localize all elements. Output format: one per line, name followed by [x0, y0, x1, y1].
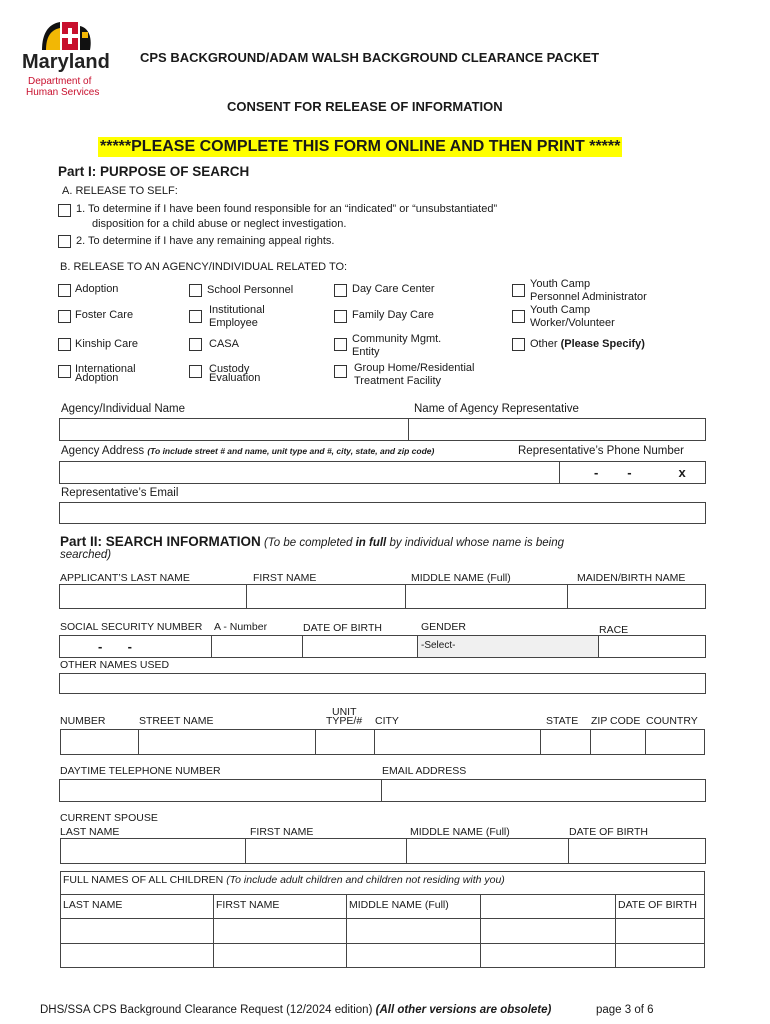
other-specify-text: (Please Specify): [560, 338, 645, 350]
children-row-1: [61, 894, 704, 919]
children-header: [63, 874, 505, 886]
child-dob-label: DATE OF BIRTH: [618, 899, 697, 911]
zip-label: ZIP CODE: [591, 715, 641, 727]
middle-name-label: MIDDLE NAME (Full): [411, 572, 511, 584]
footer: [40, 1004, 551, 1016]
spouse-dob-input[interactable]: [569, 839, 705, 863]
part2-note-a: (To be completed: [260, 537, 356, 549]
child-2-middle[interactable]: [347, 919, 481, 943]
rep-email-label: Representative’s Email: [61, 487, 179, 499]
rep-name-input[interactable]: [409, 419, 705, 440]
maiden-name-input[interactable]: [568, 585, 705, 608]
part2-heading-line: [60, 533, 564, 551]
children-row-3: [61, 944, 704, 967]
maryland-flag-icon: [38, 20, 94, 52]
address-row: [60, 729, 705, 755]
unit-label-2: TYPE/#: [326, 715, 363, 727]
agency-name-label: Agency/Individual Name: [61, 403, 186, 415]
other-checkbox[interactable]: [512, 338, 525, 351]
agency-address-row: [59, 461, 706, 484]
unit-label-1: UNIT: [332, 706, 357, 718]
adoption-label: Adoption: [75, 283, 119, 295]
part2-note-d: searched): [60, 549, 112, 561]
logo-dept-line2: Human Services: [26, 87, 100, 98]
child-middle-label: MIDDLE NAME (Full): [349, 899, 449, 911]
part2-heading: Part II: SEARCH INFORMATION: [60, 534, 261, 549]
gender-label: GENDER: [421, 621, 466, 633]
footer-obsolete: (All other versions are obsolete): [375, 1004, 552, 1016]
kinship-care-checkbox[interactable]: [58, 338, 71, 351]
city-input[interactable]: [375, 730, 541, 754]
street-input[interactable]: [139, 730, 316, 754]
other-names-input[interactable]: [59, 673, 706, 694]
a-number-label: A - Number: [214, 621, 268, 633]
custody-evaluation-label-1: Custody: [209, 363, 250, 375]
phone-input[interactable]: [60, 780, 382, 801]
institutional-label-1: Institutional: [209, 304, 265, 316]
youth-camp-admin-label-2: Personnel Administrator: [530, 291, 647, 303]
child-2-extra[interactable]: [481, 919, 616, 943]
release-self-2-label: 2. To determine if I have any remaining appeal rights.: [76, 235, 335, 247]
ssn-input[interactable]: [60, 636, 212, 657]
country-input[interactable]: [646, 730, 704, 754]
agency-address-input[interactable]: [60, 462, 560, 483]
gender-select[interactable]: [418, 636, 599, 657]
agency-address-label: [61, 445, 434, 457]
spouse-middle-label: MIDDLE NAME (Full): [410, 826, 510, 838]
name-row: [59, 584, 706, 609]
ssn-row: [59, 635, 706, 658]
first-name-label: FIRST NAME: [253, 572, 317, 584]
state-input[interactable]: [541, 730, 591, 754]
spouse-dob-label: DATE OF BIRTH: [569, 826, 648, 838]
logo-brand: Maryland: [22, 51, 110, 73]
school-personnel-checkbox[interactable]: [189, 284, 202, 297]
family-day-care-label: Family Day Care: [352, 309, 434, 321]
middle-name-input[interactable]: [406, 585, 568, 608]
dob-input[interactable]: [303, 636, 418, 657]
footer-text: DHS/SSA CPS Background Clearance Request (12/2024 edition): [40, 1004, 376, 1016]
child-1-extra[interactable]: [481, 894, 616, 918]
email-input[interactable]: [382, 780, 705, 801]
maiden-name-label: MAIDEN/BIRTH NAME: [577, 572, 686, 584]
agency-name-input[interactable]: [60, 419, 409, 440]
first-name-input[interactable]: [247, 585, 406, 608]
institutional-checkbox[interactable]: [189, 310, 202, 323]
spouse-last-input[interactable]: [61, 839, 246, 863]
rep-phone-label: Representative’s Phone Number: [518, 445, 684, 457]
children-title: FULL NAMES OF ALL CHILDREN: [63, 874, 227, 886]
child-3-extra[interactable]: [481, 944, 616, 967]
youth-camp-volunteer-checkbox[interactable]: [512, 310, 525, 323]
ssn-label: SOCIAL SECURITY NUMBER: [60, 621, 203, 633]
ssn-mask: - -: [98, 639, 132, 654]
child-1-dob[interactable]: [616, 894, 704, 918]
institutional-label-2: Employee: [209, 317, 258, 329]
spouse-first-input[interactable]: [246, 839, 407, 863]
group-home-label-1: Group Home/Residential: [354, 362, 475, 374]
children-note: (To include adult children and children not residing with you): [226, 874, 505, 886]
school-personnel-label: School Personnel: [207, 284, 294, 296]
casa-checkbox[interactable]: [189, 338, 202, 351]
child-last-label: LAST NAME: [63, 899, 123, 911]
child-1-last[interactable]: [61, 894, 214, 918]
part2-note-c: by individual whose name is being: [386, 537, 564, 549]
release-self-2-checkbox[interactable]: [58, 235, 71, 248]
youth-camp-volunteer-label-1: Youth Camp: [530, 304, 591, 316]
community-mgmt-label-1: Community Mgmt.: [352, 333, 442, 345]
child-2-first[interactable]: [214, 919, 347, 943]
gender-select-value: -Select-: [421, 640, 456, 651]
spouse-middle-input[interactable]: [407, 839, 569, 863]
last-name-label: APPLICANT’S LAST NAME: [60, 572, 190, 584]
child-3-first[interactable]: [214, 944, 347, 967]
form-subtitle: CONSENT FOR RELEASE OF INFORMATION: [227, 99, 503, 114]
part1-heading: Part I: PURPOSE OF SEARCH: [58, 164, 250, 179]
spouse-first-label: FIRST NAME: [250, 826, 314, 838]
youth-camp-admin-label-1: Youth Camp: [530, 278, 591, 290]
online-banner: *****PLEASE COMPLETE THIS FORM ONLINE AND THEN PRINT *****: [100, 138, 621, 155]
release-self-label: A. RELEASE TO SELF:: [62, 185, 178, 197]
country-label: COUNTRY: [646, 715, 698, 727]
state-label: STATE: [546, 715, 579, 727]
number-input[interactable]: [61, 730, 139, 754]
last-name-input[interactable]: [60, 585, 247, 608]
child-3-last[interactable]: [61, 944, 214, 967]
page-number: page 3 of 6: [596, 1004, 654, 1016]
release-self-1-label-line2: disposition for a child abuse or neglect investigation.: [92, 218, 347, 230]
foster-care-checkbox[interactable]: [58, 310, 71, 323]
child-3-dob[interactable]: [616, 944, 704, 967]
race-input[interactable]: [599, 636, 705, 657]
logo-dept-line1: Department of: [28, 76, 92, 87]
kinship-care-label: Kinship Care: [75, 338, 138, 350]
day-care-center-label: Day Care Center: [352, 283, 435, 295]
zip-input[interactable]: [591, 730, 646, 754]
city-label: CITY: [375, 715, 399, 727]
part2-note-b: in full: [355, 537, 387, 549]
email-label: EMAIL ADDRESS: [382, 765, 467, 777]
street-label: STREET NAME: [139, 715, 214, 727]
race-label: RACE: [599, 624, 629, 636]
youth-camp-volunteer-label-2: Worker/Volunteer: [530, 317, 615, 329]
child-2-dob[interactable]: [616, 919, 704, 943]
form-title: CPS BACKGROUND/ADAM WALSH BACKGROUND CLEARANCE PACKET: [140, 50, 600, 65]
rep-email-input[interactable]: [59, 502, 706, 524]
release-self-1-checkbox[interactable]: [58, 204, 71, 217]
international-adoption-label-1: International: [75, 363, 136, 375]
custody-evaluation-checkbox[interactable]: [189, 365, 202, 378]
international-adoption-label-2: Adoption: [75, 372, 119, 384]
foster-care-label: Foster Care: [75, 309, 134, 321]
phone-email-row: [59, 779, 706, 802]
agency-address-text: Agency Address: [61, 445, 148, 457]
child-2-last[interactable]: [61, 919, 214, 943]
children-row-2: [61, 919, 704, 944]
dob-label: DATE OF BIRTH: [303, 622, 382, 634]
rep-name-label: Name of Agency Representative: [414, 403, 579, 415]
agency-address-note: (To include street # and name, unit type and #, city, state, and zip code): [147, 446, 435, 456]
child-first-label: FIRST NAME: [216, 899, 280, 911]
child-1-middle[interactable]: [347, 894, 481, 918]
unit-input[interactable]: [316, 730, 375, 754]
agency-name-row: [59, 418, 706, 441]
community-mgmt-label-2: Entity: [352, 346, 380, 358]
other-label-text: Other: [530, 338, 561, 350]
group-home-checkbox[interactable]: [334, 365, 347, 378]
maryland-dhs-logo: [22, 20, 112, 98]
group-home-label-2: Treatment Facility: [354, 375, 442, 387]
adoption-checkbox[interactable]: [58, 284, 71, 297]
family-day-care-checkbox[interactable]: [334, 310, 347, 323]
spouse-last-label: LAST NAME: [60, 826, 120, 838]
international-adoption-checkbox[interactable]: [58, 365, 71, 378]
spouse-row: [60, 838, 706, 864]
number-label: NUMBER: [60, 715, 106, 727]
phone-label: DAYTIME TELEPHONE NUMBER: [60, 765, 221, 777]
rep-phone-input[interactable]: [560, 462, 705, 483]
spouse-label: CURRENT SPOUSE: [60, 812, 158, 824]
child-1-first[interactable]: [214, 894, 347, 918]
children-table: [60, 871, 705, 968]
a-number-input[interactable]: [212, 636, 303, 657]
day-care-center-checkbox[interactable]: [334, 284, 347, 297]
release-agency-label: B. RELEASE TO AN AGENCY/INDIVIDUAL RELATED TO:: [60, 261, 348, 273]
release-self-1-label-line1: 1. To determine if I have been found responsible for an “indicated” or “unsubstantiated”: [76, 203, 498, 215]
youth-camp-admin-checkbox[interactable]: [512, 284, 525, 297]
community-mgmt-checkbox[interactable]: [334, 338, 347, 351]
custody-evaluation-label-2: Evaluation: [209, 372, 261, 384]
rep-phone-mask: - - x: [594, 465, 686, 480]
other-label: [530, 338, 645, 350]
child-3-middle[interactable]: [347, 944, 481, 967]
other-names-label: OTHER NAMES USED: [60, 659, 170, 671]
casa-label: CASA: [209, 338, 239, 350]
